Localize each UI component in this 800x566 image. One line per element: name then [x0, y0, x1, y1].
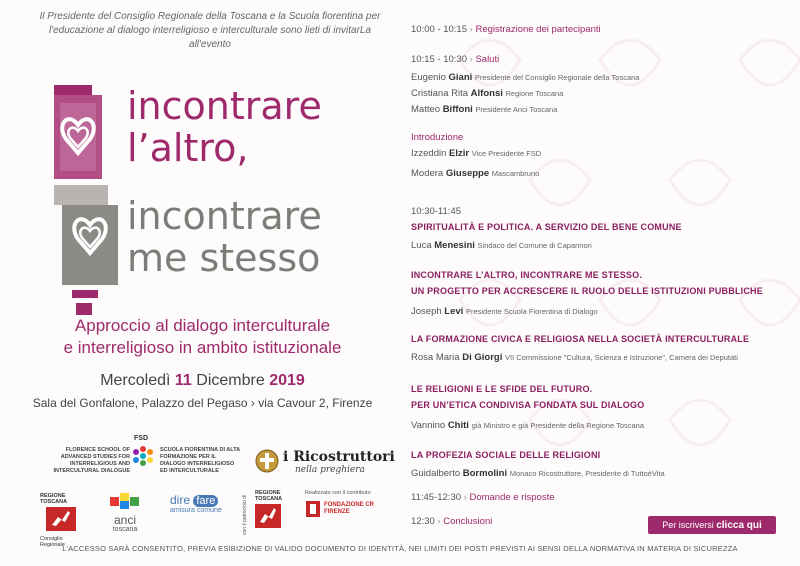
dire-fare-logo	[170, 493, 240, 514]
consiglio-regionale-logo	[40, 493, 88, 548]
speaker-chiti: Vannino Chiti già Ministro e già Presidente della Regione Toscana	[411, 420, 645, 431]
register-button[interactable]	[648, 516, 776, 534]
saluti-row	[411, 54, 499, 65]
regione-toscana-label: REGIONE TOSCANA	[40, 493, 68, 505]
speaker-biffoni: Matteo Biffoni Presidente Anci Toscana	[411, 104, 558, 115]
title-line-1: incontrare	[127, 84, 322, 128]
registration-row	[411, 24, 601, 35]
florence-school-label: FLORENCE SCHOOL OF ADVANCED STUDIES FOR INTERRELIGIOUS AND INTERCULTURAL DIALOGUE	[53, 447, 130, 474]
pegasus-icon-2	[255, 504, 281, 528]
topic-2-line-2: UN PROGETTO PER ACCRESCERE IL RUOLO DELLE ISTITUZIONI PUBBLICHE	[411, 286, 763, 296]
regione-toscana-label-2: REGIONE TOSCANA	[255, 490, 283, 502]
title-line-2: l’altro,	[127, 126, 249, 170]
event-logo	[52, 85, 382, 325]
left-column	[10, 10, 395, 548]
topic-3: LA FORMAZIONE CIVICA E RELIGIOSA NELLA SOCIETÀ INTERCULTURALE	[411, 334, 750, 344]
anci-sub-label: toscana	[112, 526, 138, 533]
dire-label: dire	[170, 493, 191, 507]
event-place: Sala del Gonfalone, Palazzo del Pegaso › via Cavour 2, Firenze	[32, 396, 373, 410]
conclusion-time: 12:30	[411, 516, 435, 527]
access-notice: L’ACCESSO SARÀ CONSENTITO, PREVIA ESIBIZIONE DI VALIDO DOCUMENTO DI IDENTITÀ, NEI LIMITI DEI POSTI PREVISTI AI SENSI DELLA NORMATIVA IN MATERIA DI SICUREZZA	[62, 544, 738, 553]
register-link[interactable]: clicca qui	[716, 520, 762, 531]
block-time: 10:30-11:45	[411, 206, 462, 217]
scuola-fiorentina-label: SCUOLA FIORENTINA DI ALTA FORMAZIONE PER IL DIALOGO INTERRELIGIOSO ED INTERCULTURALE	[160, 447, 240, 474]
speaker-bormolini: Guidalberto Bormolini Monaco Ricostruttore, Presidente di TuttoèVita	[411, 468, 665, 479]
speaker-alfonsi: Cristiana Rita Alfonsi Regione Toscana	[411, 88, 564, 99]
ricostruttori-name: i Ricostruttori	[283, 449, 395, 465]
date-weekday: Mercoledì	[100, 372, 171, 389]
consiglio-regionale-label: Consiglio Regionale	[40, 536, 65, 548]
topic-4-line-2: PER UN’ETICA CONDIVISA FONDATA SUL DIALOGO	[411, 400, 645, 410]
speaker-elzir: Izzeddin Elzir Vice Presidente FSD	[411, 148, 542, 159]
intro-label: Introduzione	[411, 132, 464, 143]
ricostruttori-subtitle: nella preghiera	[295, 465, 365, 475]
fare-label: fare	[193, 495, 218, 507]
chevron-right-icon: ›	[463, 492, 467, 503]
date-day: 11	[174, 372, 192, 389]
event-date	[10, 372, 395, 390]
fsd-rainbow-icon	[130, 443, 156, 469]
topic-5: LA PROFEZIA SOCIALE DELLE RELIGIONI	[411, 450, 601, 460]
speaker-giani: Eugenio Giani Presidente del Consiglio Regionale della Toscana	[411, 72, 640, 83]
fondazione-cr-icon	[305, 500, 321, 518]
saluti-time: 10:15 - 10:30	[411, 54, 467, 65]
conclusion-row	[411, 516, 492, 527]
date-month: Dicembre	[196, 372, 265, 389]
registration-time: 10:00 - 10:15	[411, 24, 467, 35]
topic-2-line-1: INCONTRARE L’ALTRO, INCONTRARE ME STESSO.	[411, 270, 643, 280]
regione-toscana-logo	[255, 490, 295, 533]
chevron-right-icon: ›	[437, 516, 441, 527]
invite-text: Il Presidente del Consiglio Regionale della Toscana e la Scuola fiorentina per l'educazione al dialogo interreligioso e interculturale sono lieti di invitarLa all'evento	[39, 11, 381, 50]
speaker-levi: Joseph Levi Presidente Scuola Fiorentina di Dialogo	[411, 306, 598, 317]
title-line-3: incontrare	[127, 194, 322, 238]
patronage-label: con il patrocinio di	[242, 494, 248, 535]
ricostruttori-logo	[255, 447, 395, 475]
cr-contribution-label: Realizzato con il contributo	[305, 490, 371, 496]
ricostruttori-crest-icon	[255, 447, 279, 475]
subtitle-line-2: e interreligioso in ambito istituzionale	[63, 338, 342, 357]
conclusion-label: Conclusioni	[443, 516, 493, 527]
saluti-label: Saluti	[475, 54, 500, 65]
partner-logos	[10, 435, 395, 548]
moderator: Modera Giuseppe Mascambruno	[411, 168, 540, 179]
subtitle-line-1: Approccio al dialogo interculturale	[74, 316, 331, 335]
qa-time: 11:45-12:30	[411, 492, 462, 503]
anci-toscana-logo	[105, 493, 145, 533]
register-prefix: Per iscriversi	[662, 520, 714, 530]
registration-label: Registrazione dei partecipanti	[475, 24, 601, 35]
speaker-menesini: Luca Menesini Sindaco del Comune di Capannori	[411, 240, 592, 251]
title-line-4: me stesso	[127, 236, 321, 280]
qa-row	[411, 492, 555, 503]
pegasus-icon	[46, 507, 76, 531]
heart-emblem-icon	[52, 85, 122, 325]
chevron-right-icon: ›	[469, 54, 473, 65]
chevron-right-icon: ›	[469, 24, 473, 35]
anci-label: anci	[113, 513, 136, 527]
fondazione-cr-label: FONDAZIONE CR FIRENZE	[324, 502, 374, 515]
topic-1: SPIRITUALITÀ E POLITICA. A SERVIZIO DEL BENE COMUNE	[411, 222, 682, 232]
subtitle	[10, 315, 395, 359]
anci-squares-icon	[110, 493, 140, 509]
topic-4-line-1: LE RELIGIONI E LE SFIDE DEL FUTURO.	[411, 384, 593, 394]
date-year: 2019	[269, 372, 305, 389]
dire-sub-label: amisura comune	[170, 507, 222, 514]
qa-label: Domande e risposte	[469, 492, 555, 503]
speaker-di-giorgi: Rosa Maria Di Giorgi VII Commissione "Cultura, Scienza e Istruzione", Camera dei Deputati	[411, 352, 738, 363]
fondazione-cr-logo	[305, 490, 385, 518]
fsd-label: FSD	[134, 435, 148, 442]
